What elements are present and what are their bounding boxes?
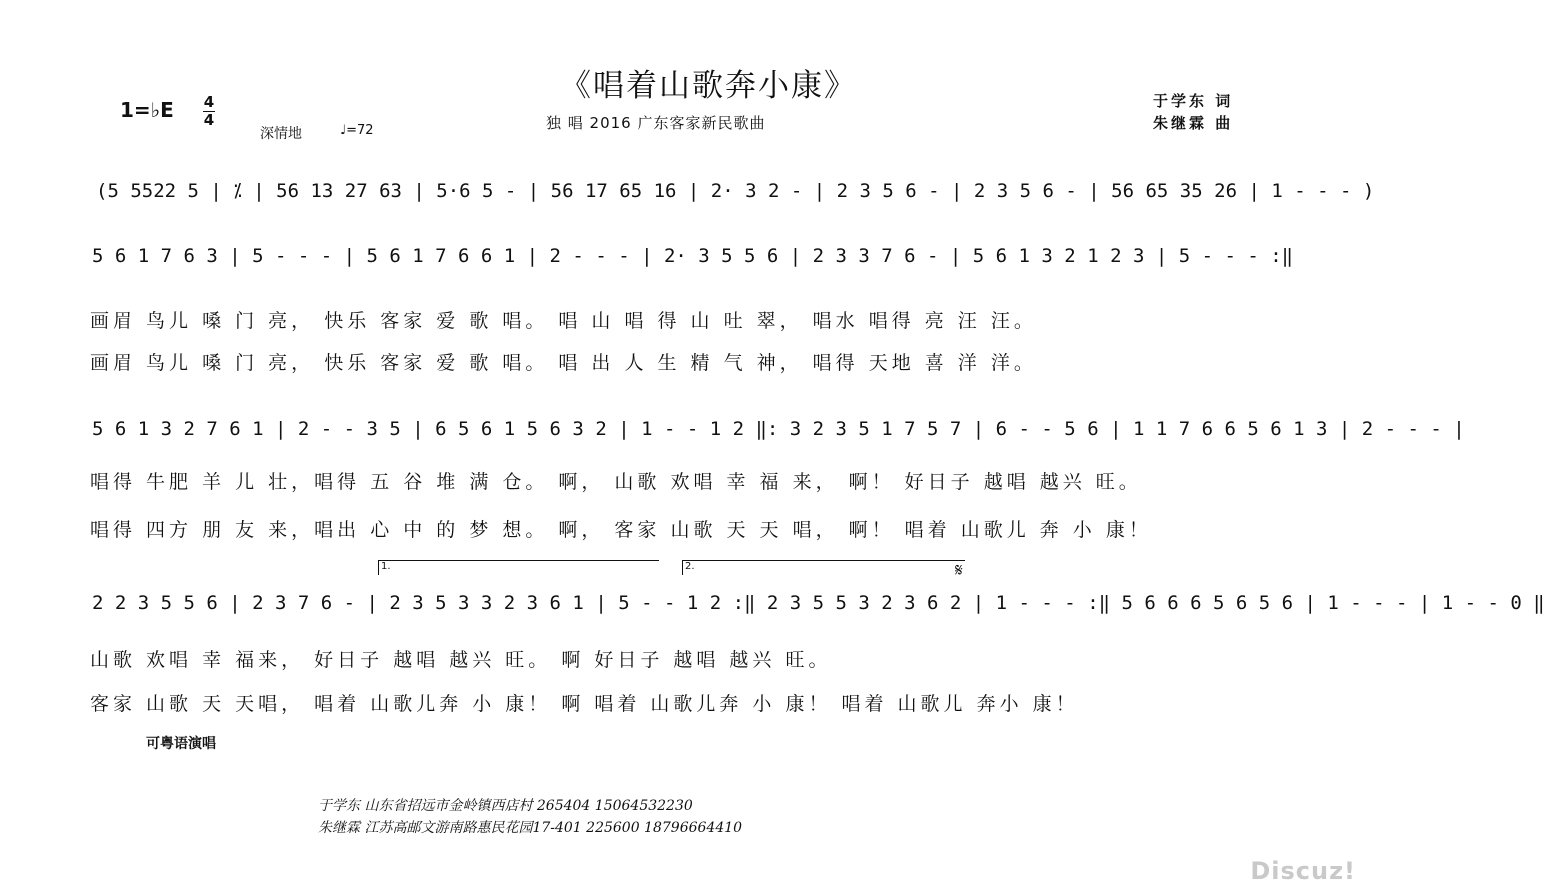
- lyric-verse2-line3: 客家 山歌 天 天唱， 唱着 山歌儿奔 小 康！ 啊 唱着 山歌儿奔 小 康！ 唱着 山歌儿 奔小 康！: [90, 693, 1079, 715]
- lyric-verse1-line2: 唱得 牛肥 羊 儿 壮，唱得 五 谷 堆 满 仓。 啊， 山歌 欢唱 幸 福 来， 啊！ 好日子 越唱 越兴 旺。: [90, 471, 1142, 493]
- contact-line-2: 朱继霖 江苏高邮文游南路惠民花园17-401 225600 18796664410: [318, 820, 743, 836]
- lyricist-credit: 于学东 词: [1153, 92, 1234, 110]
- time-signature-bottom: 4: [203, 111, 215, 129]
- lyric-verse1-line1: 画眉 鸟儿 嗓 门 亮， 快乐 客家 爱 歌 唱。 唱 山 唱 得 山 吐 翠， 唱水 唱得 亮 汪 汪。: [90, 310, 1037, 332]
- lyric-verse1-line3: 山歌 欢唱 幸 福来， 好日子 越唱 越兴 旺。 啊 好日子 越唱 越兴 旺。: [90, 649, 832, 671]
- lyric-verse2-line2: 唱得 四方 朋 友 来，唱出 心 中 的 梦 想。 啊， 客家 山歌 天 天 唱， 啊！ 唱着 山歌儿 奔 小 康！: [90, 519, 1152, 541]
- key-signature: 1=♭E: [120, 98, 174, 122]
- segno-icon: 𝄋: [955, 560, 963, 581]
- staff-line-1: (5 5522 5 | ⁒ | 56 13 27 63 | 5·6 5 - | 56 17 65 16 | 2· 3 2 - | 2 3 5 6 - | 2 3 5 6 - | 56 65 35 26 | 1 - - - ): [96, 180, 1375, 202]
- song-title: 《唱着山歌奔小康》: [560, 68, 857, 104]
- time-signature: [203, 94, 215, 129]
- volta-first-ending: 1.: [378, 560, 659, 575]
- contact-line-1: 于学东 山东省招远市金岭镇西店村 265404 15064532230: [318, 798, 693, 814]
- watermark: Discuz!: [1250, 857, 1356, 885]
- time-signature-top: 4: [203, 93, 215, 111]
- performance-note: 可粤语演唱: [146, 736, 216, 752]
- credits: [1153, 90, 1233, 134]
- volta-second-ending: 2.: [682, 560, 965, 575]
- lyric-verse2-line1: 画眉 鸟儿 嗓 门 亮， 快乐 客家 爱 歌 唱。 唱 出 人 生 精 气 神， 唱得 天地 喜 洋 洋。: [90, 352, 1037, 374]
- expression-marking: 深情地: [260, 126, 302, 142]
- staff-line-2: 5 6 1 7 6 3 | 5 - - - | 5 6 1 7 6 6 1 | 2 - - - | 2· 3 5 5 6 | 2 3 3 7 6 - | 5 6 1 3 2 1 2 3 | 5 - - - :‖: [92, 245, 1294, 267]
- song-subtitle: 独 唱 2016 广东客家新民歌曲: [546, 114, 766, 132]
- composer-credit: 朱继霖 曲: [1153, 114, 1234, 132]
- tempo-marking: ♩=72: [340, 123, 374, 138]
- staff-line-4: 2 2 3 5 5 6 | 2 3 7 6 - | 2 3 5 3 3 2 3 6 1 | 5 - - 1 2 :‖ 2 3 5 5 3 2 3 6 2 | 1 - - - :‖ 5 6 6 6 5 6 5 6 | 1 - - - | 1 - - 0 ‖: [92, 592, 1545, 614]
- staff-line-3: 5 6 1 3 2 7 6 1 | 2 - - 3 5 | 6 5 6 1 5 6 3 2 | 1 - - 1 2 ‖: 3 2 3 5 1 7 5 7 | 6 - - 5 6 | 1 1 7 6 6 5 6 1 3 | 2 - - - |: [92, 418, 1465, 440]
